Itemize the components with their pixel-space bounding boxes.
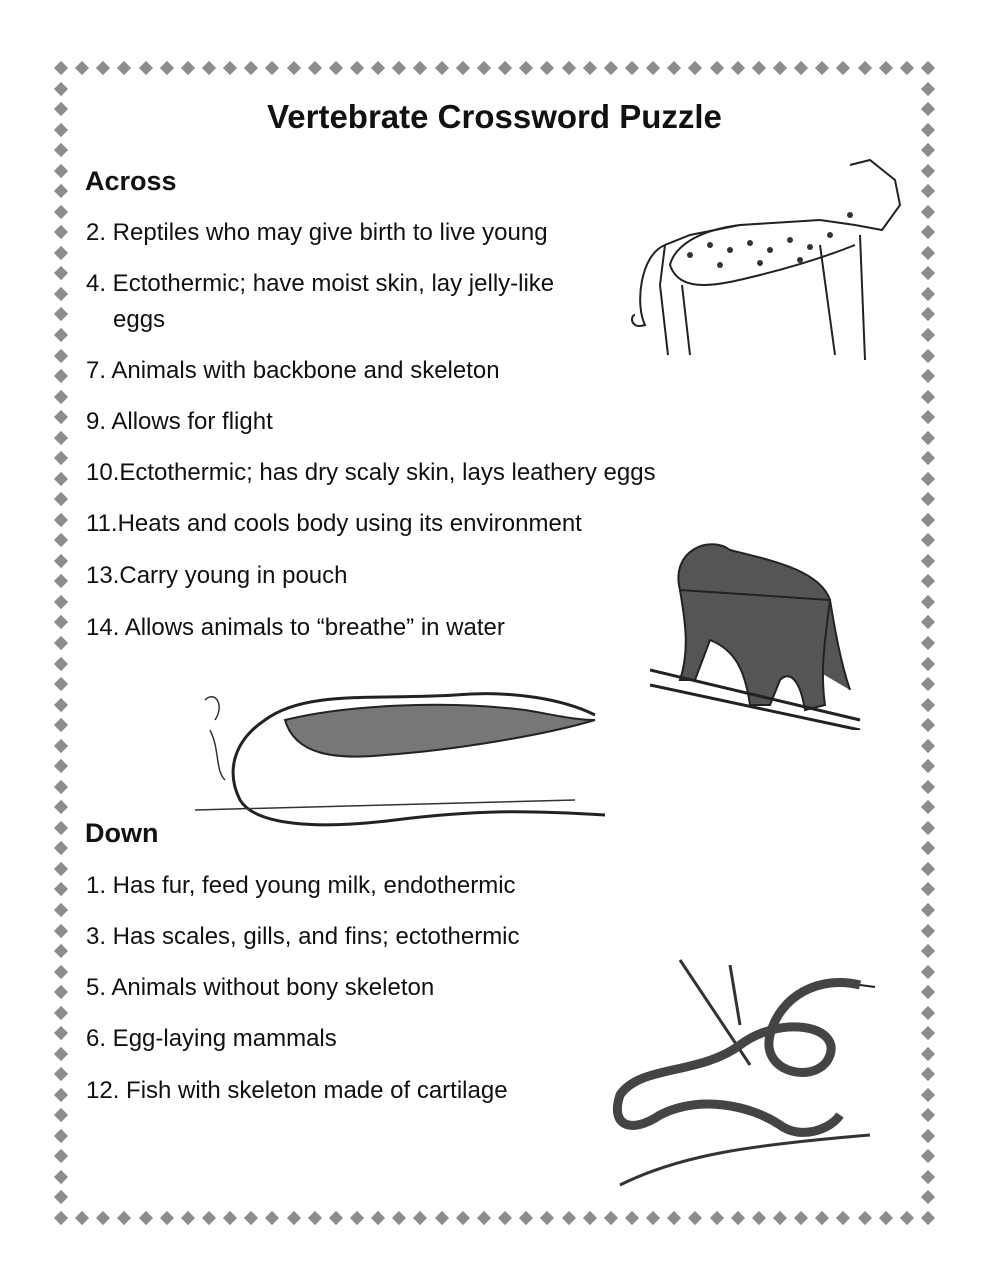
border-diamond bbox=[350, 1211, 364, 1225]
border-diamond bbox=[54, 964, 68, 978]
border-diamond bbox=[540, 1211, 554, 1225]
border-diamond bbox=[921, 1211, 935, 1225]
border-diamond bbox=[54, 1047, 68, 1061]
border-diamond bbox=[921, 205, 935, 219]
lizard-illustration bbox=[195, 660, 615, 840]
border-diamond bbox=[54, 944, 68, 958]
border-diamond bbox=[921, 677, 935, 691]
border-diamond bbox=[54, 882, 68, 896]
border-diamond bbox=[54, 266, 68, 280]
border-diamond bbox=[921, 266, 935, 280]
border-diamond bbox=[54, 246, 68, 260]
border-diamond bbox=[265, 61, 279, 75]
border-diamond bbox=[54, 451, 68, 465]
border-diamond bbox=[139, 61, 153, 75]
border-diamond bbox=[54, 841, 68, 855]
border-diamond bbox=[921, 1149, 935, 1163]
border-diamond bbox=[413, 1211, 427, 1225]
border-diamond bbox=[857, 1211, 871, 1225]
down-heading: Down bbox=[85, 818, 159, 848]
border-diamond bbox=[244, 61, 258, 75]
border-diamond bbox=[181, 1211, 195, 1225]
border-diamond bbox=[477, 1211, 491, 1225]
border-diamond bbox=[857, 61, 871, 75]
border-diamond bbox=[519, 61, 533, 75]
border-diamond bbox=[117, 61, 131, 75]
border-diamond bbox=[921, 821, 935, 835]
border-diamond bbox=[625, 61, 639, 75]
border-diamond bbox=[54, 1067, 68, 1081]
border-diamond bbox=[54, 1170, 68, 1184]
across-clue: 13.Carry young in pouch bbox=[86, 562, 348, 589]
border-diamond bbox=[900, 61, 914, 75]
border-diamond bbox=[921, 780, 935, 794]
border-diamond bbox=[921, 143, 935, 157]
border-diamond bbox=[815, 1211, 829, 1225]
border-diamond bbox=[921, 800, 935, 814]
border-diamond bbox=[921, 451, 935, 465]
border-diamond bbox=[921, 369, 935, 383]
across-clue bbox=[86, 266, 554, 338]
border-diamond bbox=[287, 61, 301, 75]
border-diamond bbox=[921, 636, 935, 650]
border-diamond bbox=[921, 348, 935, 362]
border-diamond bbox=[921, 492, 935, 506]
border-diamond bbox=[498, 61, 512, 75]
border-diamond bbox=[921, 472, 935, 486]
border-diamond bbox=[456, 1211, 470, 1225]
across-clue: 2. Reptiles who may give birth to live young bbox=[86, 219, 548, 246]
border-diamond bbox=[54, 287, 68, 301]
border-diamond bbox=[773, 1211, 787, 1225]
border-diamond bbox=[625, 1211, 639, 1225]
border-diamond bbox=[287, 1211, 301, 1225]
border-diamond bbox=[54, 389, 68, 403]
border-diamond bbox=[794, 61, 808, 75]
border-diamond bbox=[96, 1211, 110, 1225]
border-diamond bbox=[921, 184, 935, 198]
border-diamond bbox=[921, 964, 935, 978]
border-diamond bbox=[54, 800, 68, 814]
border-diamond bbox=[181, 61, 195, 75]
border-diamond bbox=[921, 307, 935, 321]
border-diamond bbox=[54, 431, 68, 445]
border-diamond bbox=[921, 1047, 935, 1061]
border-diamond bbox=[921, 287, 935, 301]
border-diamond bbox=[752, 61, 766, 75]
border-diamond bbox=[54, 615, 68, 629]
border-diamond bbox=[709, 1211, 723, 1225]
border-diamond bbox=[54, 862, 68, 876]
border-diamond bbox=[561, 1211, 575, 1225]
border-diamond bbox=[308, 61, 322, 75]
border-diamond bbox=[794, 1211, 808, 1225]
border-diamond bbox=[371, 61, 385, 75]
border-diamond bbox=[54, 81, 68, 95]
border-diamond bbox=[54, 184, 68, 198]
border-diamond bbox=[456, 61, 470, 75]
border-diamond bbox=[435, 61, 449, 75]
border-diamond bbox=[921, 431, 935, 445]
border-diamond bbox=[265, 1211, 279, 1225]
border-diamond bbox=[921, 554, 935, 568]
border-diamond bbox=[54, 780, 68, 794]
border-diamond bbox=[921, 1088, 935, 1102]
border-diamond bbox=[392, 61, 406, 75]
border-diamond bbox=[54, 348, 68, 362]
snake-illustration bbox=[600, 955, 880, 1190]
border-diamond bbox=[54, 677, 68, 691]
border-diamond bbox=[540, 61, 554, 75]
border-diamond bbox=[836, 1211, 850, 1225]
border-diamond bbox=[921, 595, 935, 609]
border-diamond bbox=[54, 492, 68, 506]
border-diamond bbox=[477, 61, 491, 75]
border-diamond bbox=[54, 1006, 68, 1020]
border-diamond bbox=[667, 61, 681, 75]
border-diamond bbox=[921, 862, 935, 876]
border-diamond bbox=[54, 985, 68, 999]
border-diamond bbox=[54, 698, 68, 712]
border-diamond bbox=[921, 944, 935, 958]
down-clue: 5. Animals without bony skeleton bbox=[86, 974, 435, 1001]
border-diamond bbox=[54, 472, 68, 486]
across-clue: 9. Allows for flight bbox=[86, 408, 273, 435]
border-diamond bbox=[308, 1211, 322, 1225]
border-diamond bbox=[54, 903, 68, 917]
border-diamond bbox=[921, 574, 935, 588]
border-diamond bbox=[413, 61, 427, 75]
border-diamond bbox=[54, 328, 68, 342]
border-diamond bbox=[604, 1211, 618, 1225]
down-clue: 3. Has scales, gills, and fins; ectothermic bbox=[86, 923, 520, 950]
border-diamond bbox=[54, 1190, 68, 1204]
border-diamond bbox=[54, 533, 68, 547]
border-diamond bbox=[139, 1211, 153, 1225]
border-diamond bbox=[921, 328, 935, 342]
border-diamond bbox=[921, 1129, 935, 1143]
across-heading: Across bbox=[85, 166, 177, 196]
border-diamond bbox=[921, 1190, 935, 1204]
border-diamond bbox=[54, 61, 68, 75]
clue-text-continued: eggs bbox=[113, 306, 166, 333]
border-diamond bbox=[879, 61, 893, 75]
border-diamond bbox=[921, 533, 935, 547]
border-diamond bbox=[54, 574, 68, 588]
border-diamond bbox=[921, 882, 935, 896]
border-diamond bbox=[583, 61, 597, 75]
border-diamond bbox=[561, 61, 575, 75]
border-diamond bbox=[921, 718, 935, 732]
border-diamond bbox=[202, 61, 216, 75]
border-diamond bbox=[75, 61, 89, 75]
border-diamond bbox=[117, 1211, 131, 1225]
border-diamond bbox=[435, 1211, 449, 1225]
border-diamond bbox=[815, 61, 829, 75]
border-diamond bbox=[392, 1211, 406, 1225]
border-diamond bbox=[54, 225, 68, 239]
border-diamond bbox=[54, 1211, 68, 1225]
down-clue: 1. Has fur, feed young milk, endothermic bbox=[86, 872, 516, 899]
border-diamond bbox=[160, 1211, 174, 1225]
border-diamond bbox=[54, 759, 68, 773]
border-diamond bbox=[709, 61, 723, 75]
border-diamond bbox=[921, 1067, 935, 1081]
border-diamond bbox=[223, 1211, 237, 1225]
page-title: Vertebrate Crossword Puzzle bbox=[267, 98, 722, 135]
border-diamond bbox=[223, 61, 237, 75]
border-diamond bbox=[688, 1211, 702, 1225]
border-diamond bbox=[54, 554, 68, 568]
border-diamond bbox=[604, 61, 618, 75]
across-clue: 7. Animals with backbone and skeleton bbox=[86, 357, 500, 384]
border-diamond bbox=[54, 656, 68, 670]
border-diamond bbox=[54, 739, 68, 753]
border-diamond bbox=[54, 1026, 68, 1040]
border-diamond bbox=[646, 1211, 660, 1225]
border-diamond bbox=[921, 389, 935, 403]
border-diamond bbox=[921, 1108, 935, 1122]
border-diamond bbox=[731, 1211, 745, 1225]
border-diamond bbox=[498, 1211, 512, 1225]
border-diamond bbox=[921, 1026, 935, 1040]
border-diamond bbox=[731, 61, 745, 75]
border-diamond bbox=[921, 164, 935, 178]
border-diamond bbox=[329, 1211, 343, 1225]
border-diamond bbox=[54, 410, 68, 424]
border-diamond bbox=[75, 1211, 89, 1225]
border-diamond bbox=[54, 205, 68, 219]
down-clue: 6. Egg-laying mammals bbox=[86, 1025, 337, 1052]
border-diamond bbox=[921, 410, 935, 424]
border-diamond bbox=[646, 61, 660, 75]
border-diamond bbox=[329, 61, 343, 75]
border-diamond bbox=[921, 1170, 935, 1184]
border-diamond bbox=[921, 759, 935, 773]
border-diamond bbox=[202, 1211, 216, 1225]
border-diamond bbox=[350, 61, 364, 75]
border-diamond bbox=[900, 1211, 914, 1225]
border-diamond bbox=[519, 1211, 533, 1225]
border-diamond bbox=[54, 595, 68, 609]
border-diamond bbox=[921, 81, 935, 95]
border-diamond bbox=[752, 1211, 766, 1225]
border-diamond bbox=[54, 307, 68, 321]
border-diamond bbox=[667, 1211, 681, 1225]
border-diamond bbox=[54, 1129, 68, 1143]
border-diamond bbox=[54, 821, 68, 835]
border-diamond bbox=[96, 61, 110, 75]
border-diamond bbox=[54, 513, 68, 527]
border-diamond bbox=[921, 841, 935, 855]
border-diamond bbox=[244, 1211, 258, 1225]
clue-text: 4. Ectothermic; have moist skin, lay jelly-like bbox=[86, 270, 555, 297]
border-diamond bbox=[921, 923, 935, 937]
border-diamond bbox=[54, 636, 68, 650]
border-diamond bbox=[371, 1211, 385, 1225]
border-diamond bbox=[921, 698, 935, 712]
across-clue: 14. Allows animals to “breathe” in water bbox=[86, 614, 505, 641]
border-diamond bbox=[921, 513, 935, 527]
border-diamond bbox=[921, 61, 935, 75]
border-diamond bbox=[921, 656, 935, 670]
cheetah-illustration bbox=[620, 155, 910, 370]
border-diamond bbox=[773, 61, 787, 75]
border-diamond bbox=[160, 61, 174, 75]
across-clue: 10.Ectothermic; has dry scaly skin, lays leathery eggs bbox=[86, 459, 656, 486]
border-diamond bbox=[921, 739, 935, 753]
border-diamond bbox=[54, 1108, 68, 1122]
border-diamond bbox=[54, 1149, 68, 1163]
border-diamond bbox=[54, 143, 68, 157]
border-diamond bbox=[54, 164, 68, 178]
border-diamond bbox=[54, 1088, 68, 1102]
border-diamond bbox=[836, 61, 850, 75]
border-diamond bbox=[54, 369, 68, 383]
monkey-illustration bbox=[650, 530, 865, 730]
border-diamond bbox=[921, 246, 935, 260]
across-clue: 11.Heats and cools body using its environment bbox=[86, 510, 582, 537]
border-diamond bbox=[921, 225, 935, 239]
down-clue: 12. Fish with skeleton made of cartilage bbox=[86, 1077, 508, 1104]
border-diamond bbox=[583, 1211, 597, 1225]
border-diamond bbox=[879, 1211, 893, 1225]
border-diamond bbox=[54, 923, 68, 937]
border-diamond bbox=[54, 718, 68, 732]
border-diamond bbox=[921, 903, 935, 917]
border-diamond bbox=[688, 61, 702, 75]
border-diamond bbox=[921, 615, 935, 629]
border-diamond bbox=[921, 1006, 935, 1020]
border-diamond bbox=[921, 985, 935, 999]
